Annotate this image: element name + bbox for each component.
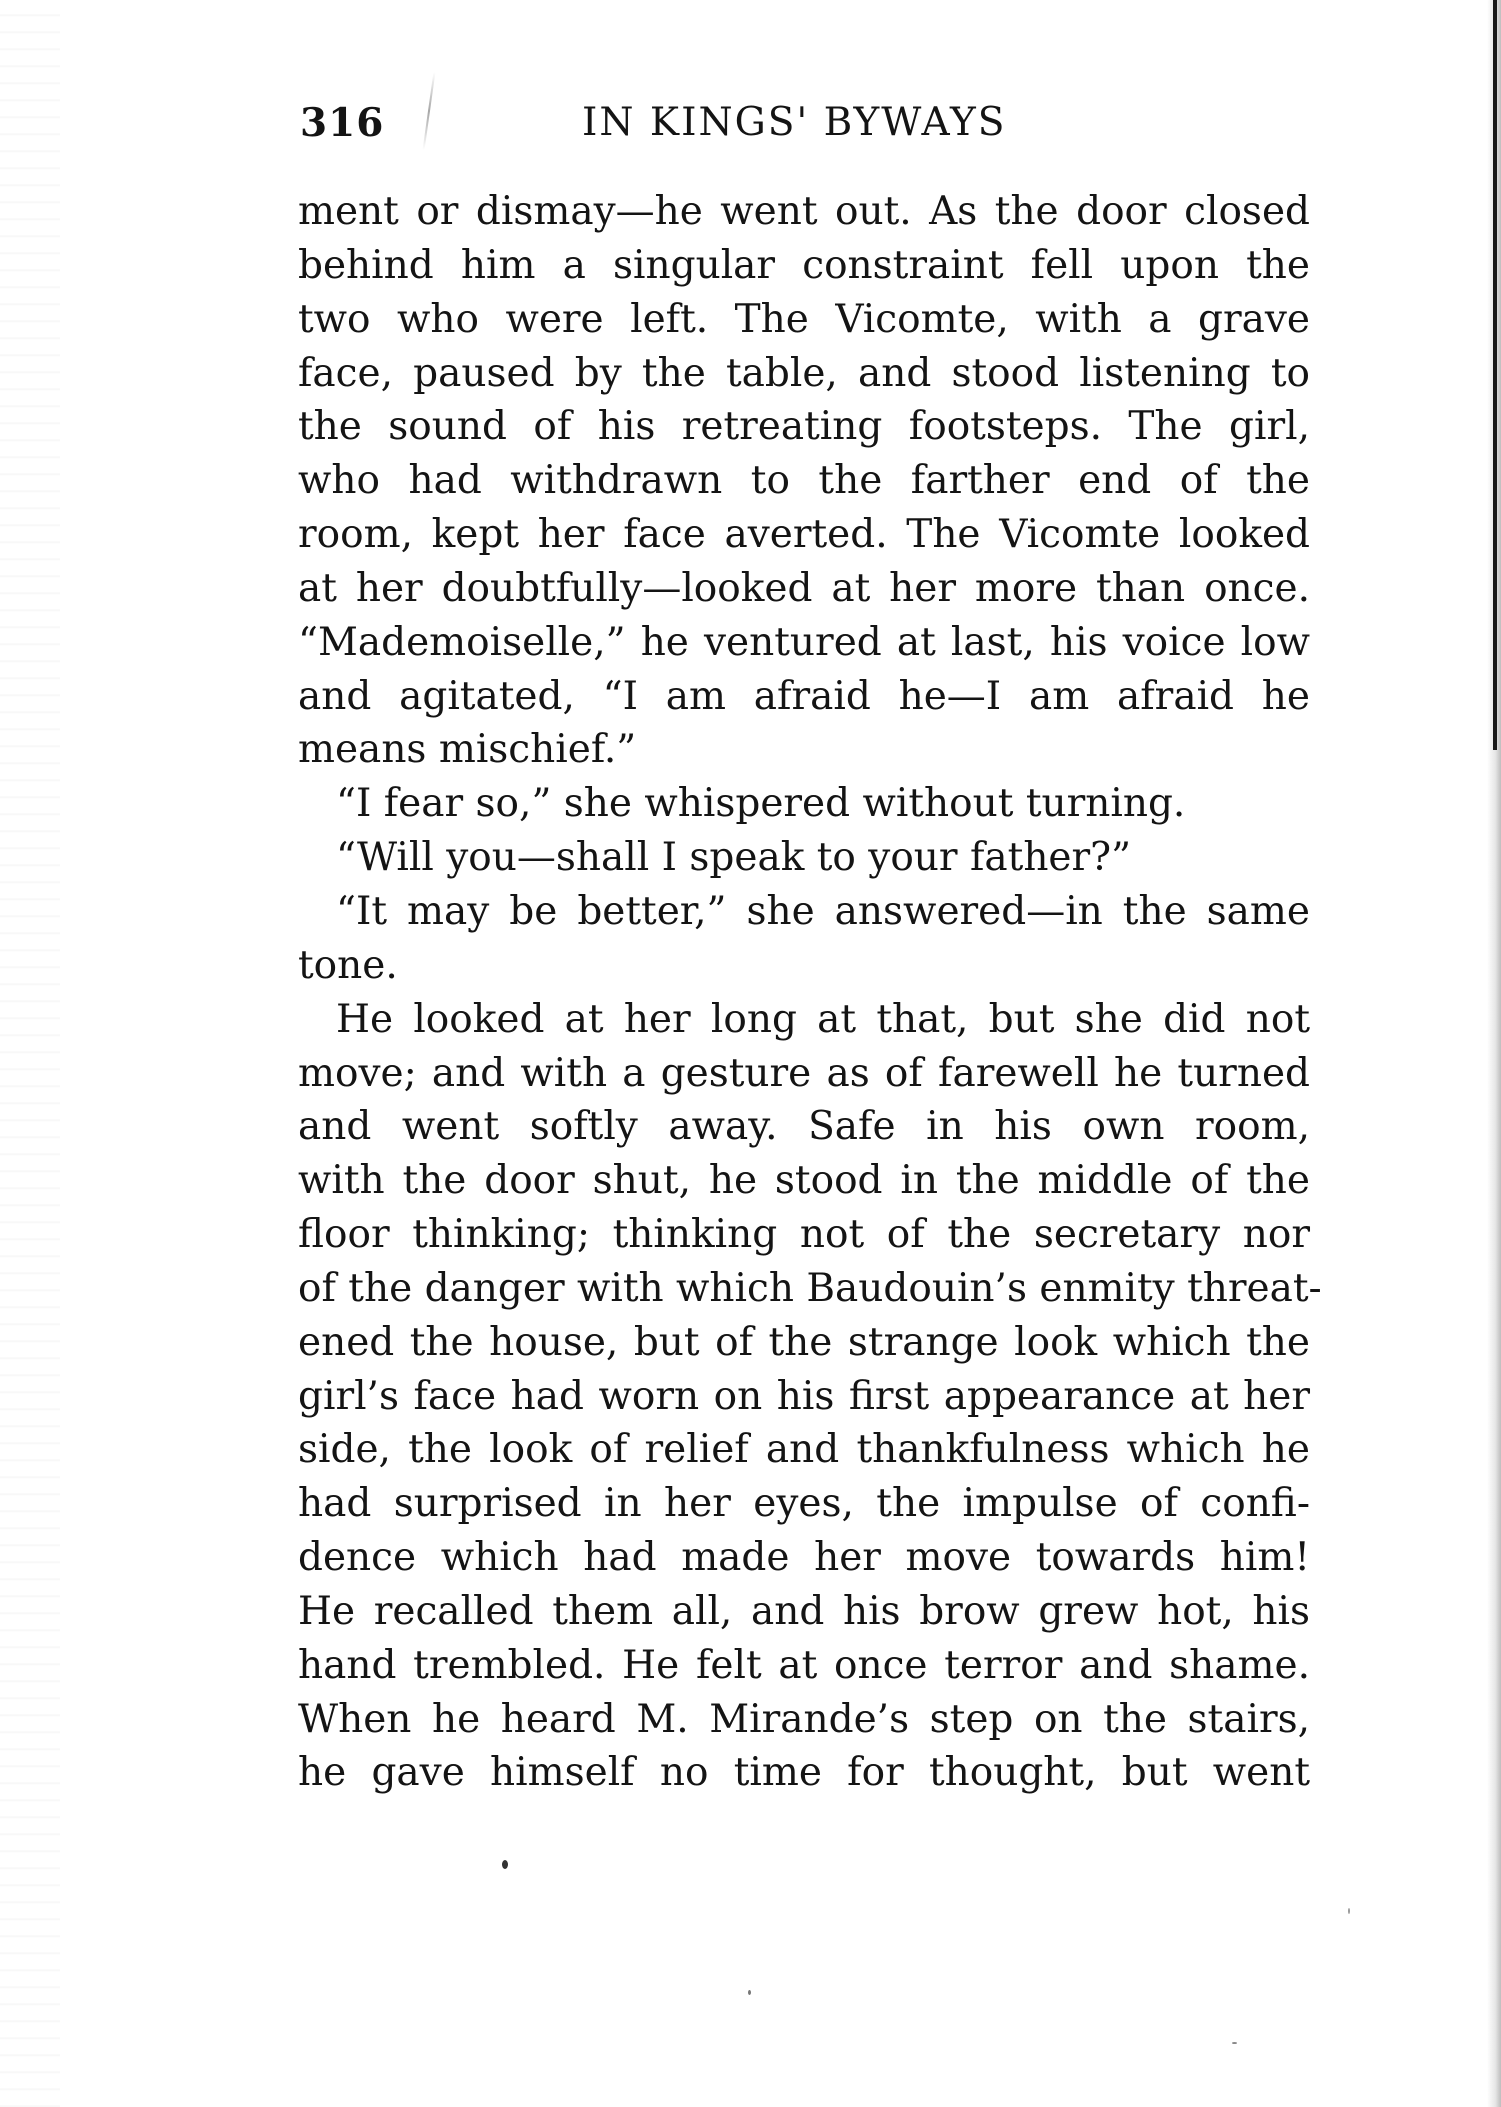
text-line: He recalled them all, and his brow grew hot, his [298,1588,1310,1634]
text-line: he gave himself no time for thought, but went [298,1750,1310,1796]
text-line: When he heard M. Mirande’s step on the stairs, [298,1696,1310,1742]
text-line: dence which had made her move towards him! [298,1535,1310,1581]
text-line: means mischief.” [298,727,637,773]
text-line: “I fear so,” she whispered without turning. [336,781,1186,827]
text-line: ened the house, but of the strange look which the [298,1319,1310,1365]
text-line: had surprised in her eyes, the impulse of confi- [298,1481,1310,1527]
text-line: the sound of his retreating footsteps. The girl, [298,404,1310,450]
text-line: two who were left. The Vicomte, with a grave [298,296,1310,342]
page-number: 316 [300,100,385,146]
ink-speck [1232,2042,1237,2044]
text-line: who had withdrawn to the farther end of the [298,458,1310,504]
text-line: face, paused by the table, and stood listening to [298,350,1310,396]
running-title: IN KINGS' BYWAYS [582,100,1007,145]
text-line: hand trembled. He felt at once terror and shame. [298,1642,1310,1688]
text-line: and went softly away. Safe in his own room, [298,1104,1310,1150]
scan-right-edge [1487,0,1501,2107]
text-line: “It may be better,” she answered—in the same [336,888,1310,934]
text-line: girl’s face had worn on his first appearance at her [298,1373,1310,1419]
text-line: tone. [298,942,398,988]
text-line: and agitated, “I am afraid he—I am afraid he [298,673,1310,719]
binding-shadow-middle [1493,420,1497,750]
header-divider-mark [423,72,436,150]
text-line: room, kept her face averted. The Vicomte looked [298,512,1310,558]
page-header [300,100,1310,160]
text-line: move; and with a gesture as of farewell he turned [298,1050,1310,1096]
text-line: side, the look of relief and thankfulness which he [298,1427,1310,1473]
text-line: He looked at her long at that, but she did not [336,996,1310,1042]
ink-speck [1348,1908,1350,1914]
body-text [298,185,1322,1800]
scan-left-edge [0,0,60,2107]
text-line: behind him a singular constraint fell upon the [298,242,1310,288]
text-line: ment or dismay—he went out. As the door closed [298,189,1310,234]
text-line: at her doubtfully—looked at her more than once. [298,565,1310,611]
ink-speck [748,1990,751,1995]
text-line: floor thinking; thinking not of the secretary nor [298,1212,1310,1258]
text-line: “Mademoiselle,” he ventured at last, his voice low [298,619,1310,665]
text-line: with the door shut, he stood in the middle of the [298,1158,1310,1204]
ink-speck [502,1860,508,1869]
text-line: “Will you—shall I speak to your father?” [336,835,1132,881]
text-line: of the danger with which Baudouin’s enmity threat- [298,1265,1322,1311]
